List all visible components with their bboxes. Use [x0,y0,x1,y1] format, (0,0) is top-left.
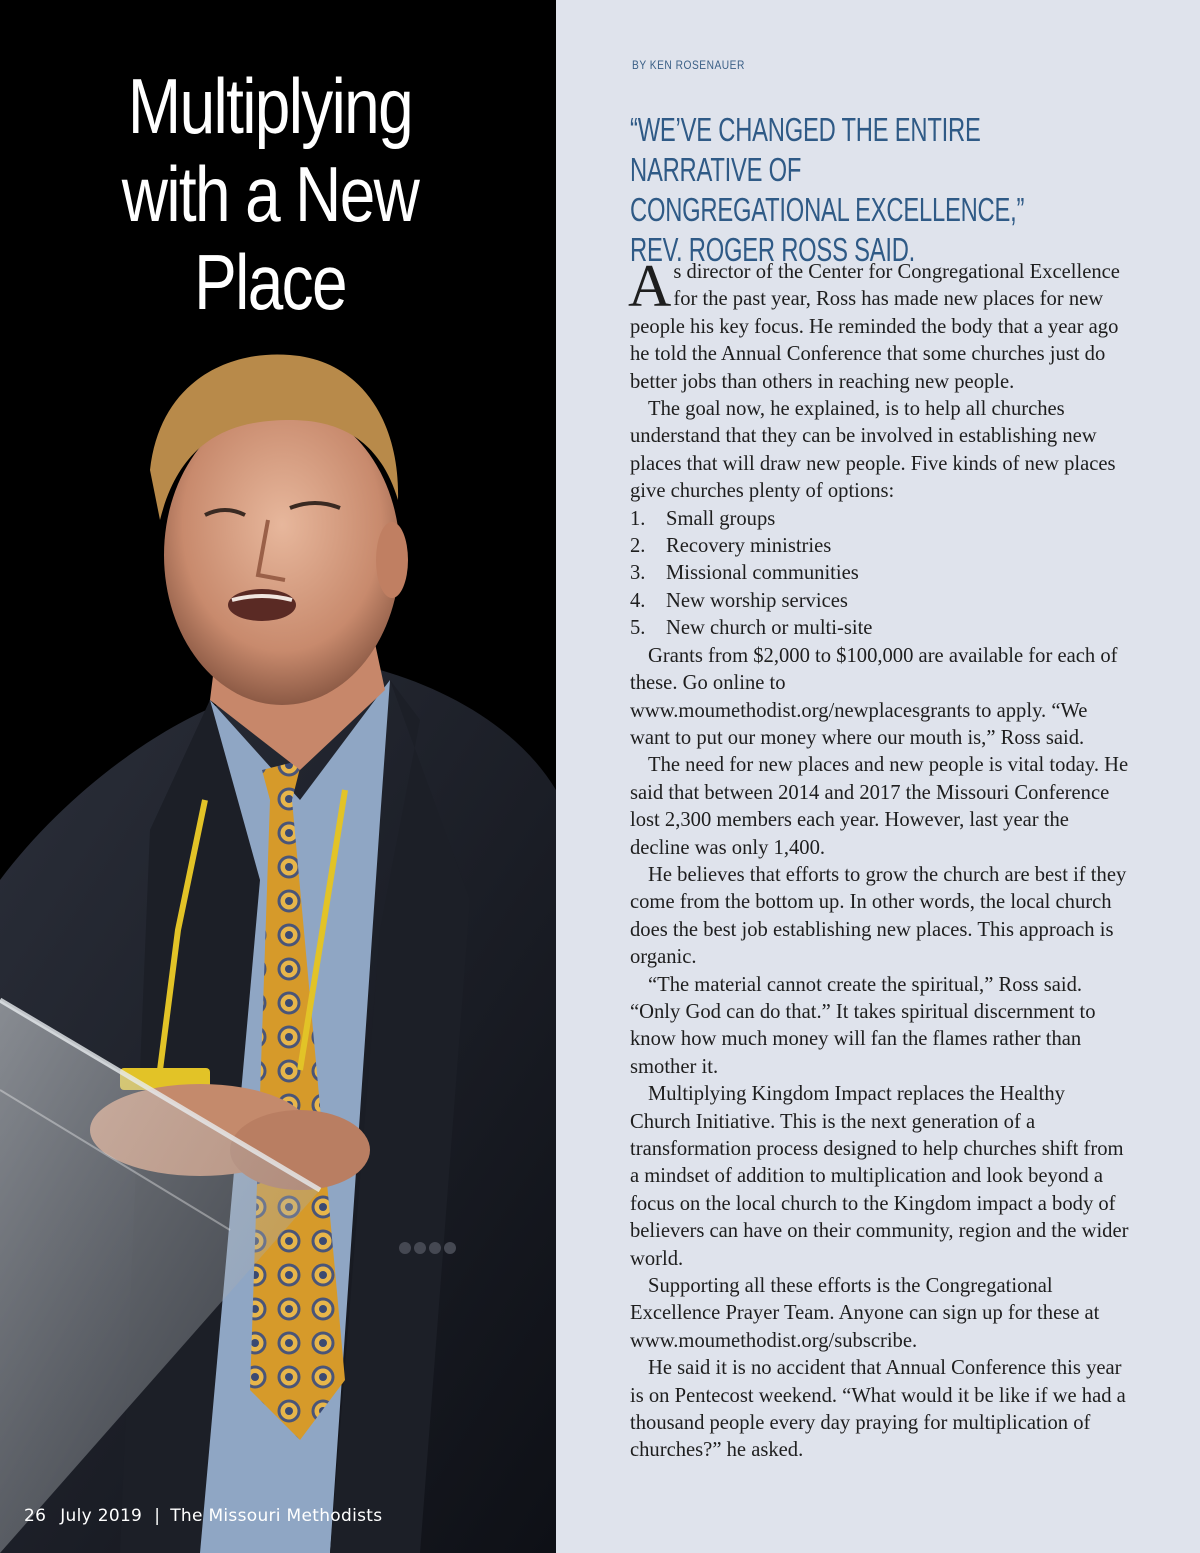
list-number: 2. [630,535,646,558]
footer-separator: | [154,1506,161,1526]
pull-quote [630,110,1076,270]
pull-quote-line-2: CONGREGATIONAL EXCELLENCE,” [630,191,1025,228]
list-item [630,588,1130,615]
page-number: 26 [24,1506,47,1526]
list-text: New worship services [666,589,848,612]
paragraph-5: He believes that efforts to grow the church are best if they come from the bottom up. In other words, the local church does the best job establishing new places. This approach is organic. [630,863,1127,969]
publication-name: The Missouri Methodists [170,1506,383,1526]
new-places-list [630,506,1130,643]
list-item [630,506,1130,533]
headline [49,62,492,326]
article-panel [556,0,1200,1553]
paragraph-6: “The material cannot create the spiritual,” Ross said. “Only God can do that.” It takes spiritual discernment to know how much money will fan the flames rather than smother it. [630,973,1096,1078]
headline-line-3: Place [194,238,346,326]
list-number: 5. [630,617,646,640]
paragraph-2: The goal now, he explained, is to help all churches understand that they can be involved in establishing new places that will draw new people. Five kinds of new places give churches plenty of options: [630,398,1116,503]
paragraph-8: Supporting all these efforts is the Congregational Excellence Prayer Team. Anyone can sign up for these at www.moumethodist.org/subscribe. [630,1275,1100,1352]
photo-panel [0,0,556,1553]
pull-quote-line-1: “WE’VE CHANGED THE ENTIRE NARRATIVE OF [630,111,981,188]
drop-cap: A [628,253,672,319]
list-item [630,560,1130,587]
headline-line-1: Multiplying [127,62,413,150]
list-number: 4. [630,589,646,612]
list-text: New church or multi-site [666,617,873,640]
article-body [628,253,1130,1465]
list-number: 3. [630,562,646,585]
list-text: Recovery ministries [666,535,832,558]
list-text: Missional communities [666,562,859,585]
paragraph-1 [628,253,1130,396]
list-number: 1. [630,507,646,530]
pull-quote-line-3: REV. ROGER ROSS SAID. [630,231,916,268]
paragraph-3: Grants from $2,000 to $100,000 are available for each of these. Go online to www.moumethodist.org/newplacesgrants to apply. “We want to put our money where our mouth is,” Ross said. [630,644,1118,749]
list-text: Small groups [666,507,776,530]
paragraph-9: He said it is no accident that Annual Conference this year is on Pentecost weekend. “What would it be like if we had a thousand people every day praying for multiplication of churches?” he asked. [630,1357,1126,1462]
list-item [630,615,1130,642]
issue-date: July 2019 [60,1506,143,1526]
paragraph-1-text: s director of the Center for Congregational Excellence for the past year, Ross has made new places for new people his key focus. He reminded the body that a year ago he told the Annual Conference that some churches just do better jobs than others in reaching new people. [630,261,1120,393]
headline-line-2: with a New [121,150,419,238]
page-footer [24,1506,396,1526]
paragraph-4: The need for new places and new people is vital today. He said that between 2014 and 2017 the Missouri Conference lost 2,300 members each year. However, last year the decline was only 1,400. [630,754,1129,859]
paragraph-7: Multiplying Kingdom Impact replaces the Healthy Church Initiative. This is the next generation of a transformation process designed to help churches shift from a mindset of addition to multiplication and look beyond a focus on the local church to the Kingdom impact a body of believers can have on their community, region and the wider world. [630,1083,1129,1270]
byline: BY KEN ROSENAUER [632,58,745,72]
list-item [630,533,1130,560]
